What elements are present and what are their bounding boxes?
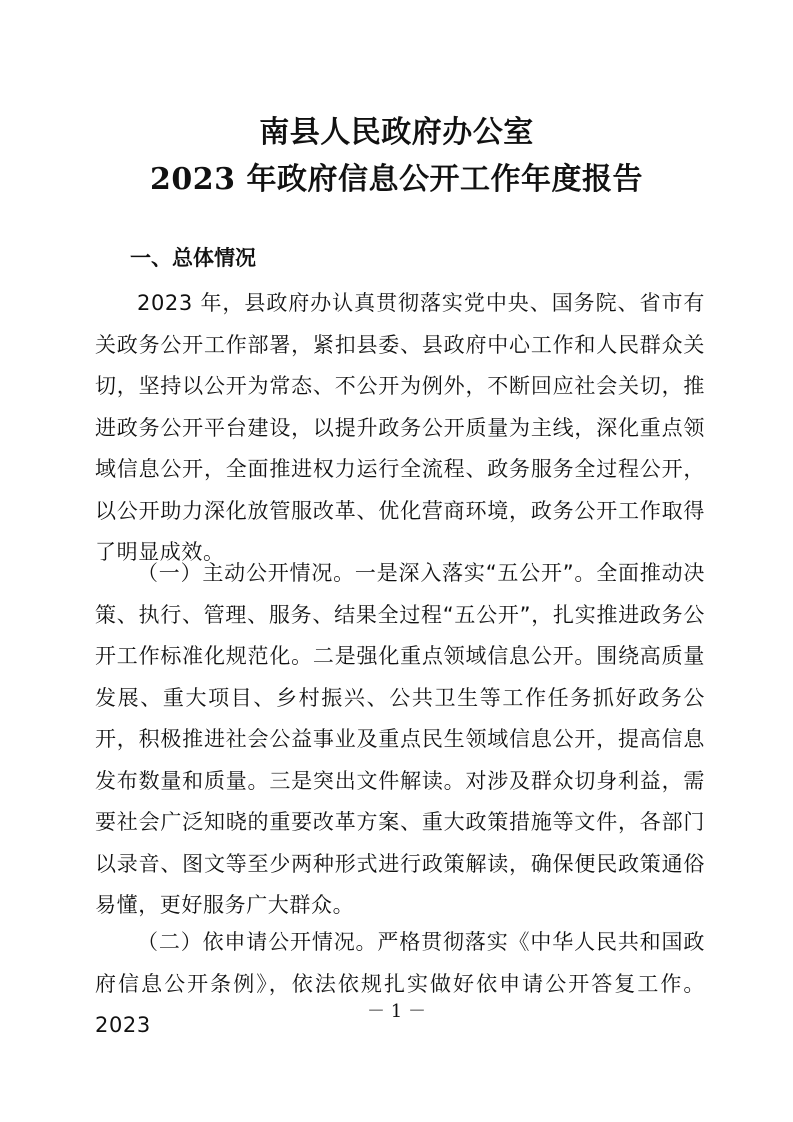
paragraph-proactive-disclosure: （一）主动公开情况。一是深入落实“五公开”。全面推动决策、执行、管理、服务、结果全过程“五公开”，扎实推进政务公开工作标准化规范化。二是强化重点领域信息公开。围绕高质量发展、重大项目、乡村振兴、公共卫生等工作任务抓好政务公开，积极推进社会公益事业及重点民生领域信息公开，提高信息发布数量和质量。三是突出文件解读。对涉及群众切身利益，需要社会广泛知晓的重要改革方案、重大政策措施等文件，各部门以录音、图文等至少两种形式进行政策解读，确保便民政策通俗易懂，更好服务广大群众。	[95, 561, 705, 917]
document-title-line2: 2023 年政府信息公开工作年度报告	[150, 162, 643, 197]
document-title-line1: 南县人民政府办公室	[259, 115, 534, 150]
paragraph-application-disclosure: （二）依申请公开情况。严格贯彻落实《中华人民共和国政府信息公开条例》，依法依规扎实做好依申请公开答复工作。2023	[95, 930, 705, 1037]
section-heading-overview: 一、总体情况	[130, 246, 256, 270]
paragraph-overview: 2023 年，县政府办认真贯彻落实党中央、国务院、省市有关政务公开工作部署，紧扣县委、县政府中心工作和人民群众关切，坚持以公开为常态、不公开为例外，不断回应社会关切，推进政务公开平台建设，以提升政务公开质量为主线，深化重点领域信息公开，全面推进权力运行全流程、政务服务全过程公开，以公开助力深化放管服改革、优化营商环境，政务公开工作取得了明显成效。	[95, 291, 705, 564]
page-number: － 1 －	[367, 1001, 426, 1022]
